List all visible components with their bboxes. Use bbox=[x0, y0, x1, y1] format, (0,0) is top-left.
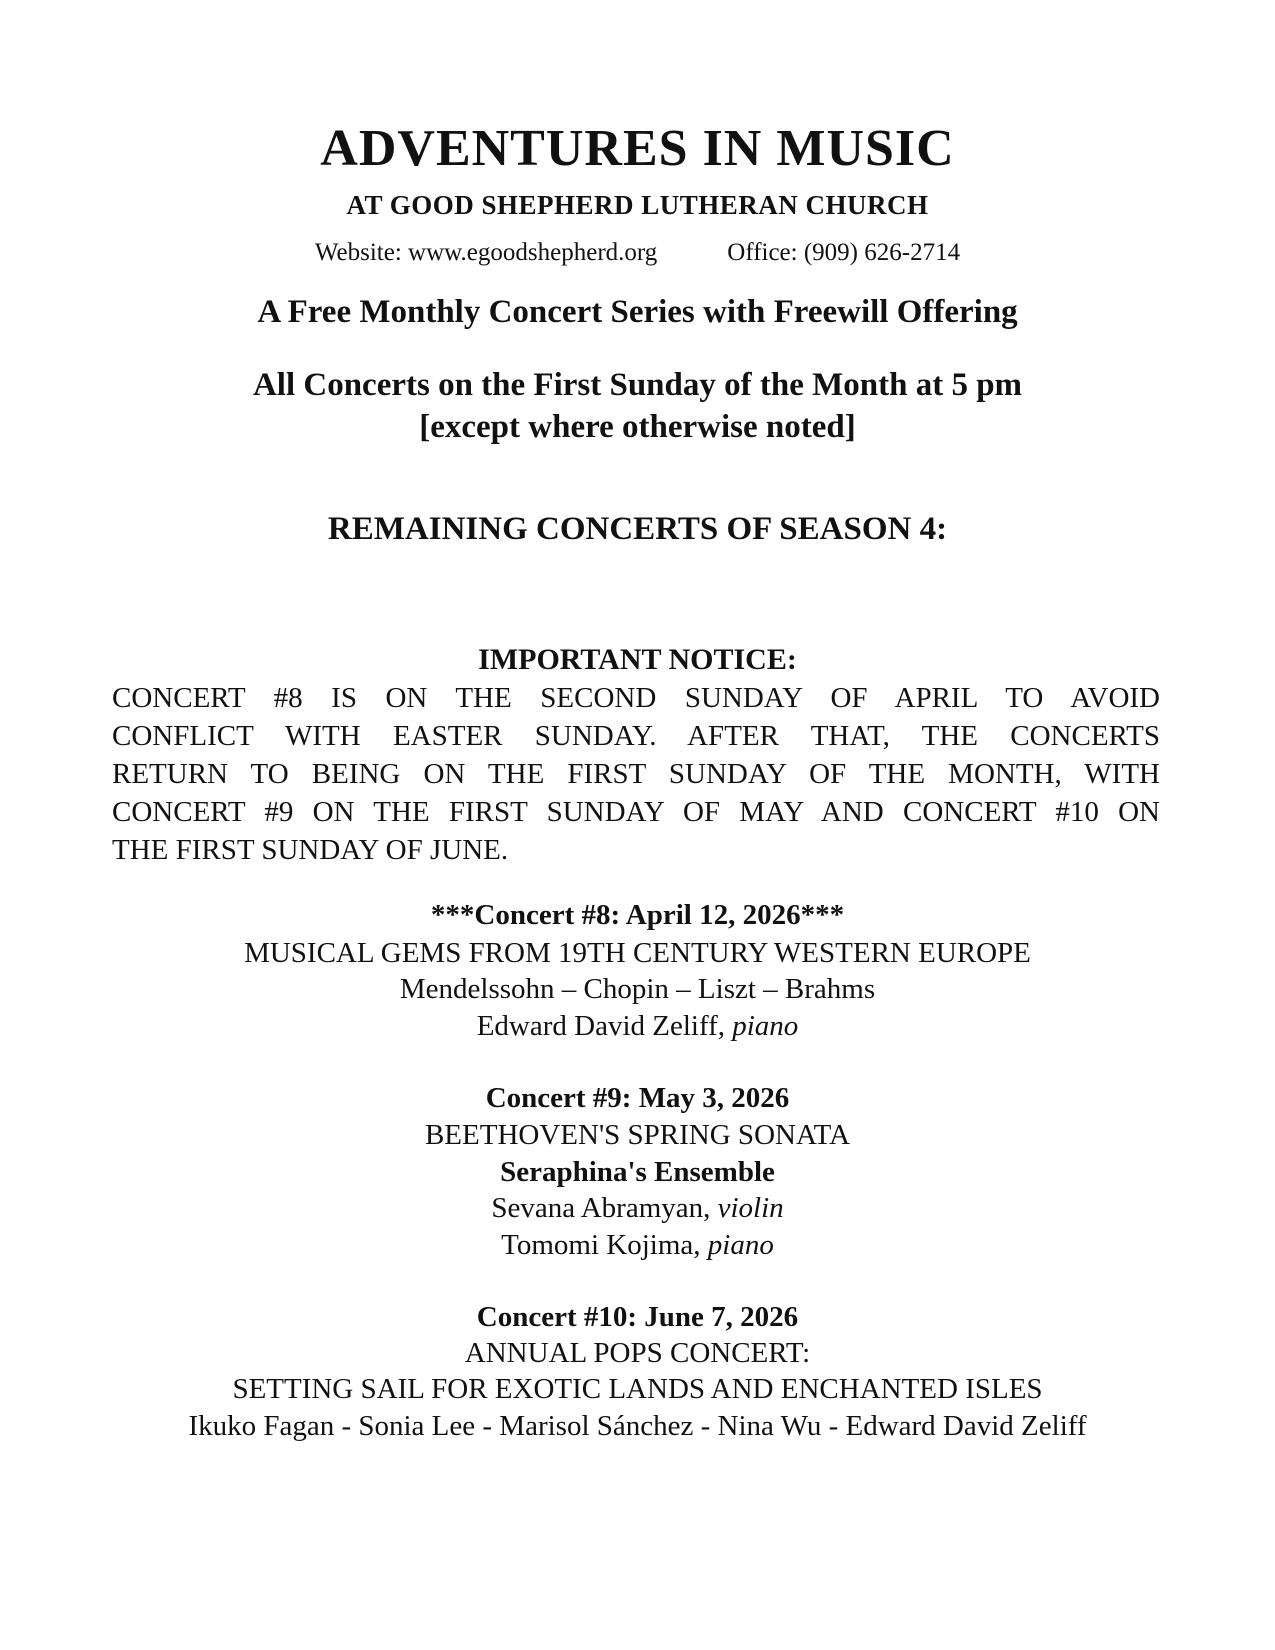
website-text: Website: www.egoodshepherd.org bbox=[314, 239, 658, 266]
notice-body bbox=[112, 679, 1160, 869]
concert-10-title-line-1: ANNUAL POPS CONCERT: bbox=[464, 1337, 811, 1369]
contact-line bbox=[0, 237, 1275, 269]
concert-9-ensemble: Seraphina's Ensemble bbox=[500, 1156, 775, 1188]
concert-8-composers: Mendelssohn – Chopin – Liszt – Brahms bbox=[399, 973, 876, 1005]
exception-line: [except where otherwise noted] bbox=[419, 409, 856, 445]
concert-9-title: BEETHOVEN'S SPRING SONATA bbox=[424, 1119, 851, 1151]
concert-8-performer bbox=[0, 1007, 1275, 1045]
concert-10-heading: Concert #10: June 7, 2026 bbox=[476, 1301, 799, 1333]
concert-8-heading: ***Concert #8: April 12, 2026*** bbox=[430, 899, 845, 931]
office-phone-text: Office: (909) 626-2714 bbox=[727, 239, 961, 266]
concert-10-performers: Ikuko Fagan - Sonia Lee - Marisol Sánchez - Nina Wu - Edward David Zeliff bbox=[188, 1410, 1087, 1442]
performer-name: Edward David Zeliff, bbox=[476, 1010, 725, 1042]
concert-8-title: MUSICAL GEMS FROM 19TH CENTURY WESTERN EUROPE bbox=[244, 937, 1031, 969]
page-title: ADVENTURES IN MUSIC bbox=[320, 120, 955, 177]
season-heading: REMAINING CONCERTS OF SEASON 4: bbox=[327, 511, 948, 547]
church-subtitle: AT GOOD SHEPHERD LUTHERAN CHURCH bbox=[346, 190, 929, 220]
notice-line: CONCERT #9 ON THE FIRST SUNDAY OF MAY AND CONCERT #10 ON bbox=[112, 796, 1160, 828]
performer-name: Tomomi Kojima, bbox=[501, 1229, 701, 1261]
concert-9-performer bbox=[0, 1189, 1275, 1227]
notice-line: CONFLICT WITH EASTER SUNDAY. AFTER THAT, THE CONCERTS bbox=[112, 720, 1160, 752]
performer-role: piano bbox=[732, 1010, 799, 1042]
concert-10-title-line-2: SETTING SAIL FOR EXOTIC LANDS AND ENCHANTED ISLES bbox=[232, 1373, 1043, 1405]
schedule-line: All Concerts on the First Sunday of the Month at 5 pm bbox=[252, 367, 1023, 403]
performer-role: piano bbox=[707, 1229, 774, 1261]
concert-9-performer bbox=[0, 1226, 1275, 1264]
performer-name: Sevana Abramyan, bbox=[491, 1192, 711, 1224]
concert-9-heading: Concert #9: May 3, 2026 bbox=[485, 1082, 790, 1114]
notice-line: RETURN TO BEING ON THE FIRST SUNDAY OF THE MONTH, WITH bbox=[112, 758, 1160, 790]
notice-title: IMPORTANT NOTICE: bbox=[478, 643, 797, 676]
performer-role: violin bbox=[717, 1192, 784, 1224]
notice-line: THE FIRST SUNDAY OF JUNE. bbox=[112, 834, 509, 866]
notice-line: CONCERT #8 IS ON THE SECOND SUNDAY OF APRIL TO AVOID bbox=[112, 682, 1160, 714]
series-description: A Free Monthly Concert Series with Freewill Offering bbox=[257, 294, 1018, 330]
